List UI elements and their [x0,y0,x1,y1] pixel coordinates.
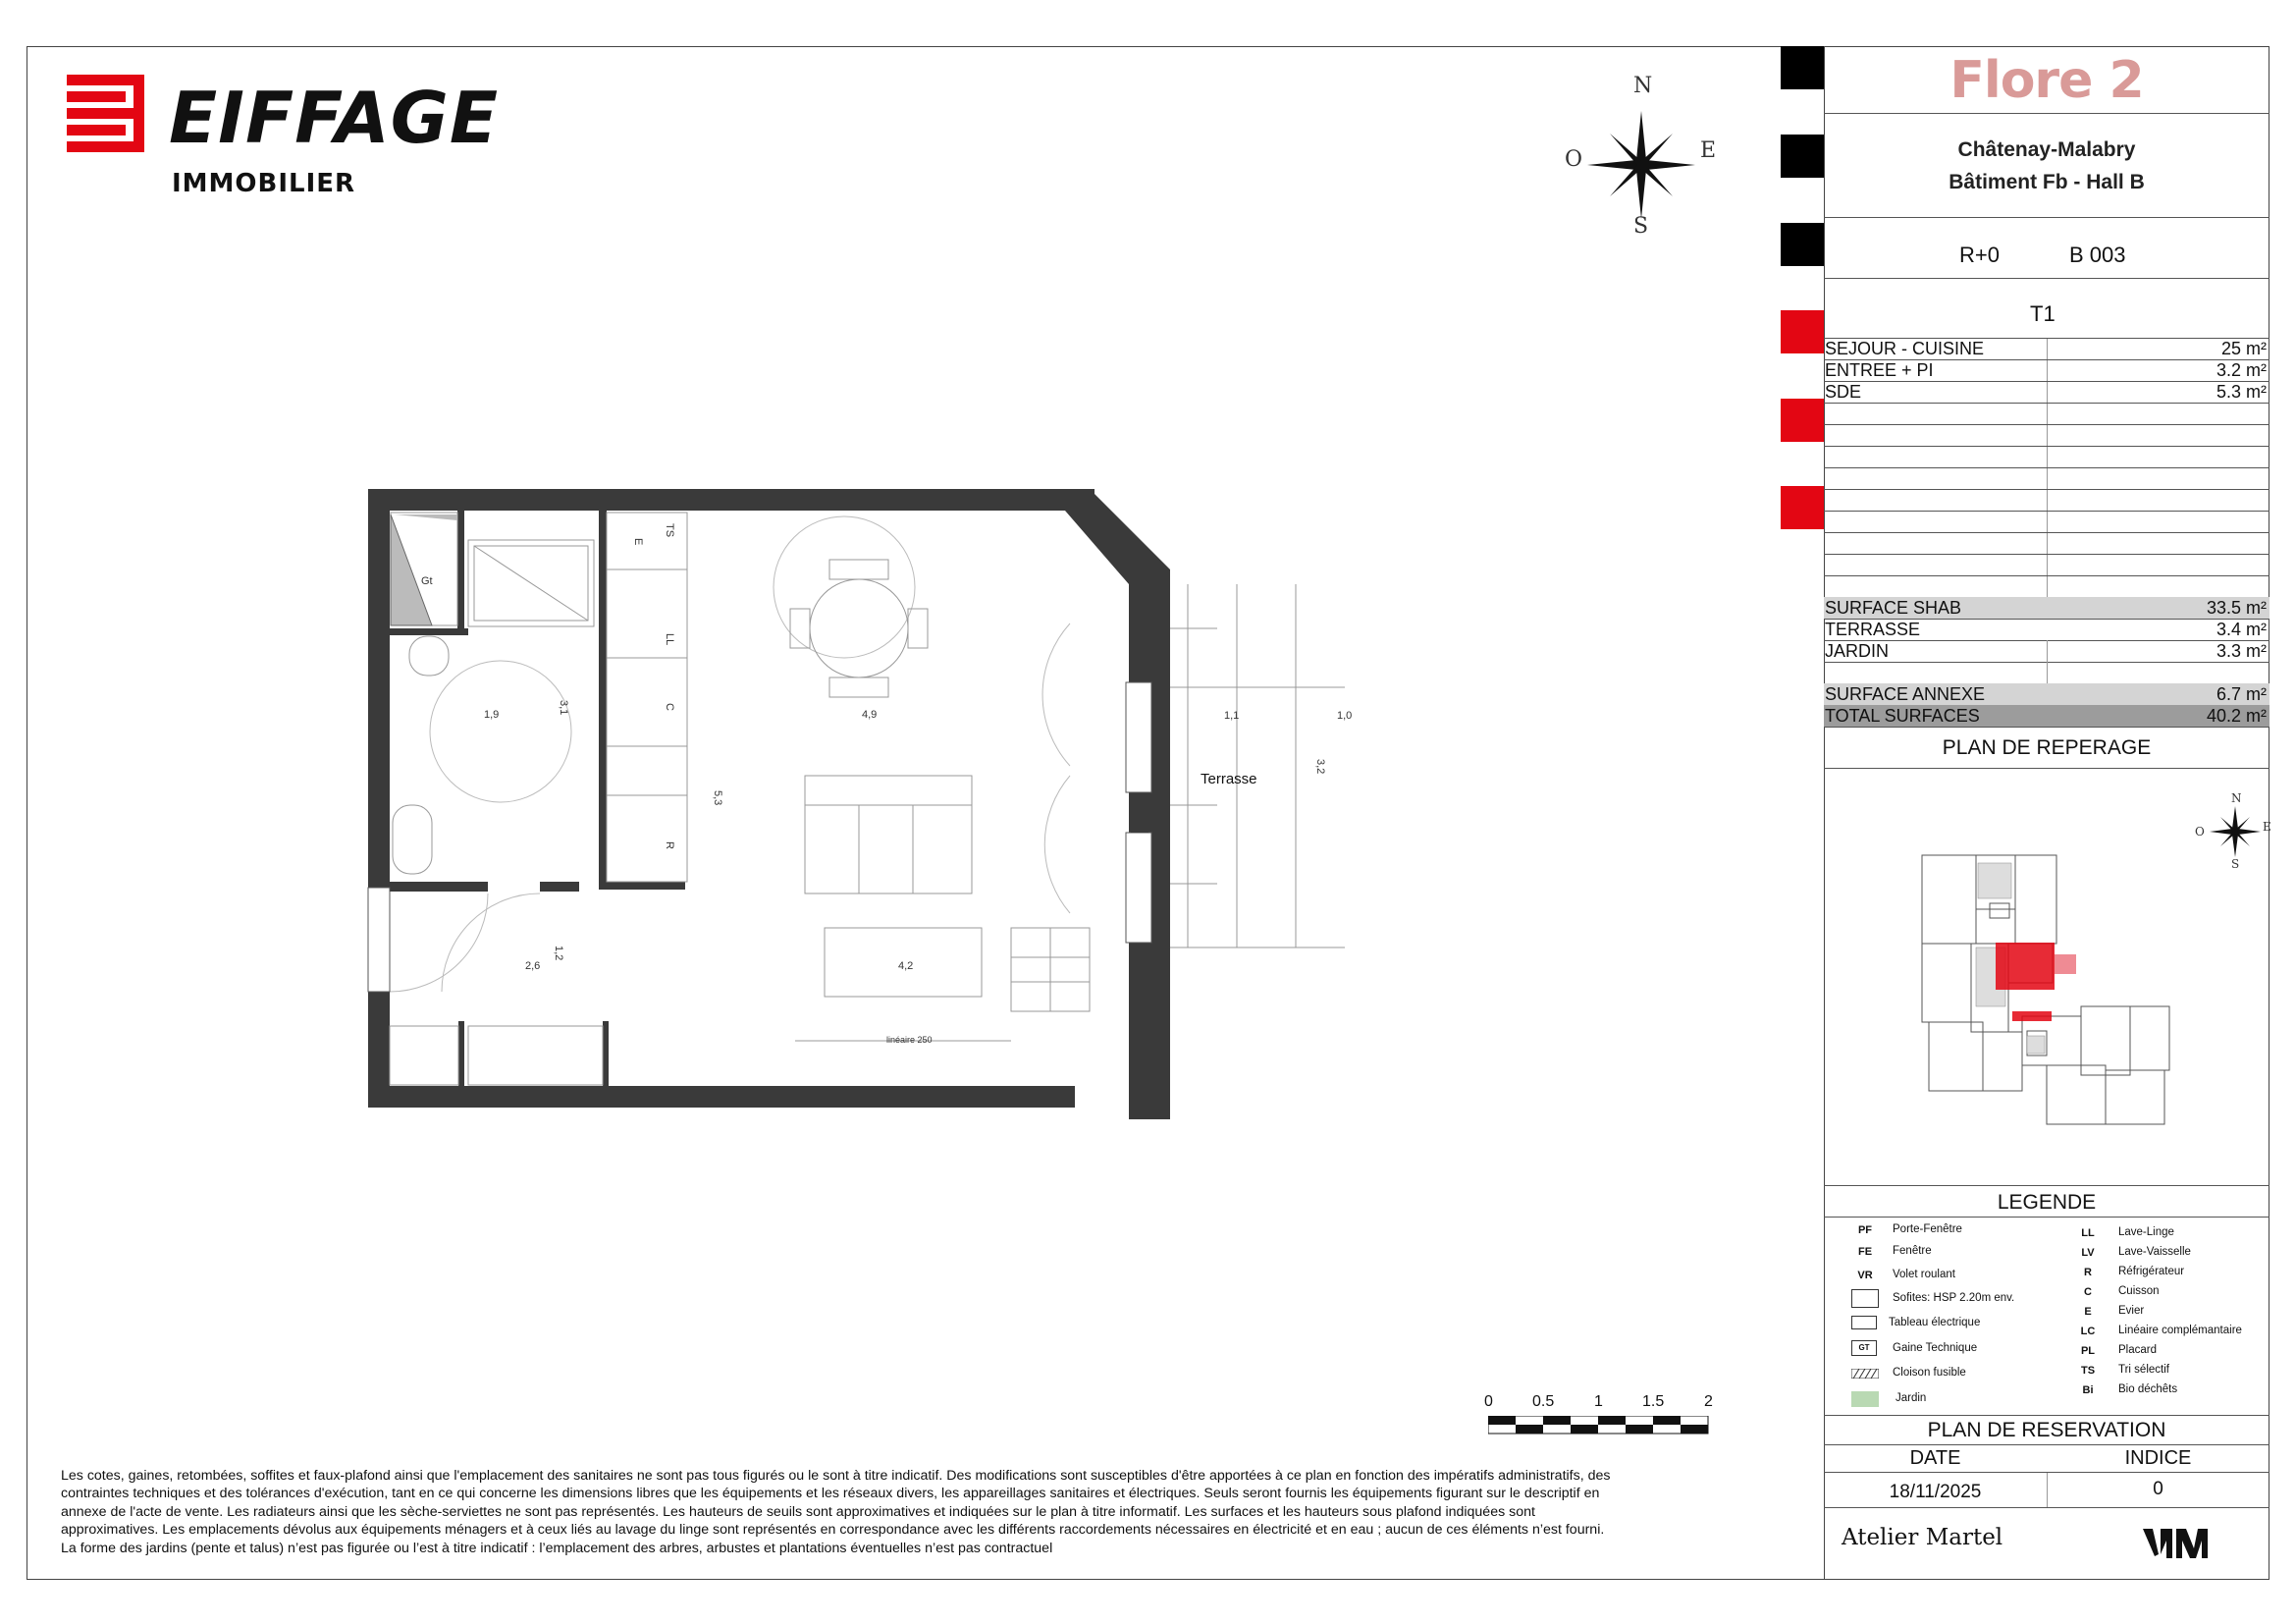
terrasse-row [1824,619,2269,640]
disclaimer-line: contraintes techniques et des tolérances d'exécution, tant en ce qui concerne les dimensions libres que les équipements et les réseaux divers, les appareillages sanitaires et électriques. Seuls seront fournis les équipements figurant sur le descriptif en [61,1486,1600,1502]
terrasse-value: 3.4 m² [2216,620,2267,639]
legend-text: Linéaire complémantaire [2118,1325,2242,1336]
date-value: 18/11/2025 [1889,1482,1982,1502]
disclaimer [61,1467,1789,1557]
surface-annexe-value: 6.7 m² [2216,684,2267,704]
small-compass-e: E [2263,820,2271,834]
room-label: ENTREE + PI [1825,360,1934,380]
dim-terrace-w1: 1,1 [1224,710,1240,722]
small-compass-s: S [2231,857,2240,871]
compass-e-label: E [1700,138,1717,163]
scale-tick-0-5: 0.5 [1532,1393,1555,1410]
apartment-type: T1 [2030,301,2056,326]
surface-shab-row [1824,597,2269,619]
legend-code: FE [1857,1246,1873,1258]
legend-code: LV [2081,1247,2095,1259]
dim-living-width: 4,9 [862,709,878,721]
legend-code: TS [2080,1365,2096,1377]
dim-living-height: 5,3 [712,790,723,806]
legende-title: LEGENDE [1997,1191,2097,1214]
room-label: SDE [1825,382,1862,402]
disclaimer-line: Les cotes, gaines, retombées, soffites et faux-plafond ainsi que l'emplacement des sanitaires ne sont pas tous figurés ou le sont à titre indicatif. Des modifications sont susceptibles d'être apportées à ce plan en fonction des impératifs administratifs, des [61,1468,1611,1484]
room-row [1824,359,2269,381]
legend-text: Sofites: HSP 2.20m env. [1893,1292,2015,1304]
marker-red [1781,486,1824,529]
scale-tick-2: 2 [1704,1393,1713,1410]
legend-text: Bio déchêts [2118,1383,2178,1395]
legend-text: Volet roulant [1893,1269,1955,1280]
scale-bar [1488,1416,1710,1435]
total-surfaces-row [1824,705,2269,727]
legend-code: LC [2080,1326,2096,1337]
legend-text: Cloison fusible [1893,1367,1966,1379]
dim-terrace-height: 3,2 [1314,759,1326,775]
legend-code: C [2084,1286,2092,1298]
key-plan [1919,849,2174,1144]
dim-wc-width: 1,9 [484,709,500,721]
surface-shab-label: SURFACE SHAB [1825,598,1962,618]
room-area: 3.2 m² [2216,360,2267,380]
compass-small-icon [2209,805,2262,858]
surface-shab-value: 33.5 m² [2206,598,2267,618]
legend-text: Fenêtre [1893,1245,1932,1257]
jardin-value: 3.3 m² [2216,641,2267,661]
kitchen-code-e: E [632,538,644,546]
date-label: DATE [1909,1447,1961,1469]
legend-text: Tri sélectif [2118,1364,2169,1376]
marker-black [1781,46,1824,89]
kitchen-code-ts: TS [664,523,675,538]
small-compass-o: O [2195,825,2205,839]
indice-label: INDICE [2124,1447,2192,1469]
jardin-swatch [1851,1391,1879,1407]
legend-text: Jardin [1896,1392,1927,1404]
compass-s-label: S [1633,214,1649,239]
scale-tick-1: 1 [1594,1393,1603,1410]
surface-annexe-label: SURFACE ANNEXE [1825,684,1986,704]
legend-text: Gaine Technique [1893,1342,1978,1354]
total-surfaces-label: TOTAL SURFACES [1825,706,1980,726]
room-label: SEJOUR - CUISINE [1825,339,1985,358]
scale-tick-1-5: 1.5 [1642,1393,1665,1410]
terrace-label: Terrasse [1201,771,1257,787]
legend-code: R [2084,1267,2092,1278]
legend-text: Lave-Vaisselle [2118,1246,2191,1258]
electrical-panel-icon [1851,1316,1877,1329]
gaine-technique-icon: GT [1851,1340,1877,1356]
dim-terrace-w2: 1,0 [1337,710,1353,722]
room-area: 25 m² [2220,339,2267,358]
terrasse-label: TERRASSE [1825,620,1921,639]
kitchen-code-r: R [664,841,675,849]
title-block [1824,46,2270,1580]
indice-value: 0 [2153,1479,2163,1499]
kitchen-code-c: C [664,703,675,711]
brand-flore2-logo: Flore 2 [1949,51,2144,110]
compass-rose-icon [1587,111,1695,219]
surface-annexe-row [1824,683,2269,705]
small-compass-n: N [2231,791,2242,805]
jardin-label: JARDIN [1825,641,1890,661]
key-plan-highlight [1996,943,2055,990]
architect-logo-icon [2143,1525,2221,1560]
disclaimer-line: La forme des jardins (pente et talus) n’est pas figurée ou l’est à titre indicatif : l’emplacement des arbres, arbustes et plantations éventuelles n’est pas contractuel [61,1540,1053,1556]
compass-n-label: N [1633,74,1653,98]
dim-wc-height: 3,1 [558,700,569,716]
legend-text: Evier [2118,1305,2145,1317]
eiffage-logo-text: EIFFAGE [169,77,500,159]
architect-name: Atelier Martel [1842,1525,2003,1550]
room-row [1824,338,2269,359]
cloison-fusible-icon [1851,1369,1879,1379]
lineaire-label: linéaire 250 [886,1035,933,1045]
marker-red [1781,310,1824,353]
marker-red [1781,399,1824,442]
disclaimer-line: approximatives. Les emplacements dévolus aux équipements ménagers et à ceux liés au lavage du linge sont représentés en correspondance avec les différents raccordements nécessaires en électricité et en eau ; aucun de ces éléments n’est fourni. [61,1522,1605,1539]
plan-reservation-title: PLAN DE RESERVATION [1927,1419,2166,1441]
total-surfaces-value: 40.2 m² [2206,706,2267,726]
legend-text: Réfrigérateur [2118,1266,2185,1277]
dim-entry-height: 1,2 [553,946,564,961]
marker-black [1781,135,1824,178]
disclaimer-line: annexe de l'acte de vente. Les radiateurs ainsi que les sèche-serviettes ne sont pas représentés. Les hauteurs de seuils sont approximatives et indiquées sur le plan à titre informatif. Les surfaces et les hauteurs sous plafond indiquées sont [61,1503,1535,1520]
room-area: 5.3 m² [2216,382,2267,402]
eiffage-logo-mark [67,75,145,153]
room-gt-label: Gt [421,575,433,587]
legend-text: Cuisson [2118,1285,2160,1297]
legend-text: Placard [2118,1344,2157,1356]
eiffage-logo-subtitle: IMMOBILIER [172,169,356,198]
legend-code: VR [1857,1270,1873,1281]
legend-text: Lave-Linge [2118,1226,2174,1238]
scale-tick-0: 0 [1484,1393,1493,1410]
legend-code: E [2084,1306,2092,1318]
legend-code: Bi [2082,1384,2094,1396]
dim-entry-width: 2,6 [525,960,541,972]
lot-number: B 003 [2069,243,2126,267]
soffite-icon [1851,1289,1879,1308]
city-name: Châtenay-Malabry [1957,138,2136,161]
kitchen-code-ll: LL [664,633,675,646]
legend-text: Tableau électrique [1889,1317,1981,1328]
level-value: R+0 [1959,243,2000,267]
legend-code: PF [1857,1224,1873,1236]
floor-plan [363,481,1414,1119]
legend-text: Porte-Fenêtre [1893,1223,1962,1235]
dim-bottom-width: 4,2 [898,960,914,972]
room-row [1824,381,2269,403]
legend-code: LL [2081,1227,2095,1239]
legend-code: PL [2080,1345,2096,1357]
compass-o-label: O [1565,147,1583,172]
marker-black [1781,223,1824,266]
plan-reperage-title: PLAN DE REPERAGE [1942,736,2152,759]
building-name: Bâtiment Fb - Hall B [1949,171,2145,193]
